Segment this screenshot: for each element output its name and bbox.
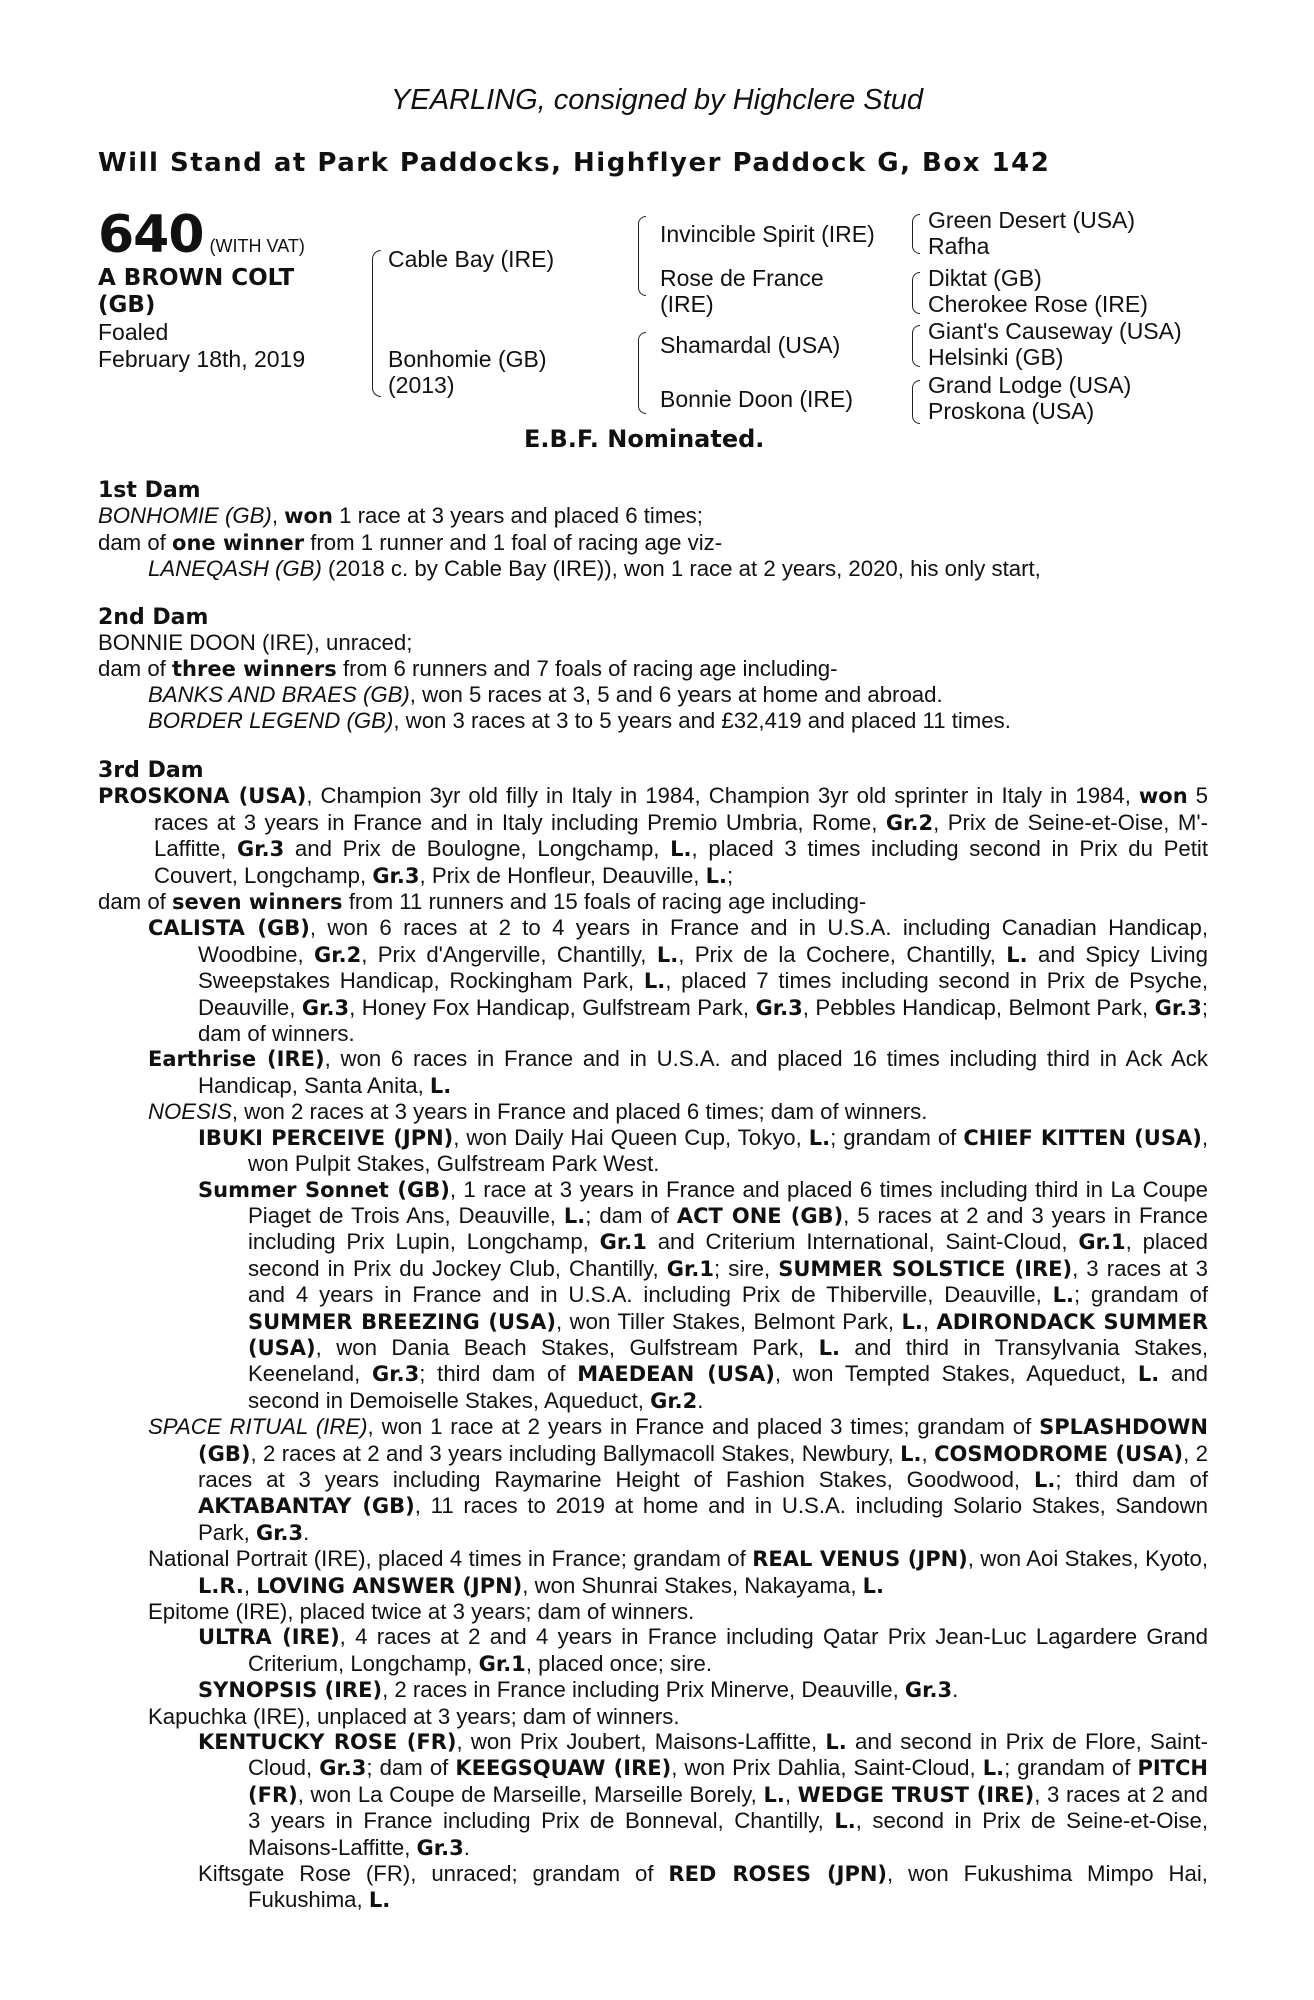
produce-entry: NOESIS, won 2 races at 3 years in France and placed 6 times; dam of winners. bbox=[148, 1099, 928, 1125]
grandchild-entry: KENTUCKY ROSE (FR), won Prix Joubert, Maisons-Laffitte, L. and second in Prix de Flore, Saint-Cloud, Gr.3; dam of KEEGSQUAW (IRE), won Prix Dahlia, Saint-Cloud, L.; grandam of PITCH (FR), won La Coupe de Marseille, Marseille Borely, L., WEDGE TRUST (IRE), 3 races at 2 and 3 years in France including Prix de Bonneval, Chantilly, L., second in Prix de Seine-et-Oise, Maisons-Laffitte, Gr.3. bbox=[198, 1729, 1208, 1860]
grandparent-6: Helsinki (GB) bbox=[928, 344, 1064, 370]
grandparent-7: Grand Lodge (USA) bbox=[928, 372, 1132, 398]
produce-entry: Epitome (IRE), placed twice at 3 years; dam of winners. bbox=[148, 1599, 695, 1624]
produce-entry: LANEQASH (GB) (2018 c. by Cable Bay (IRE)), won 1 race at 2 years, 2020, his only start, bbox=[148, 556, 1041, 582]
vat-note: (WITH VAT) bbox=[209, 236, 305, 256]
dam-produce-summary: dam of three winners from 6 runners and 7 foals of racing age including- bbox=[98, 655, 838, 681]
lot-description: A BROWN COLT (GB) bbox=[98, 265, 295, 318]
dam-dam: Bonnie Doon (IRE) bbox=[660, 386, 854, 412]
dam-year: (2013) bbox=[388, 372, 455, 398]
stand-location: Will Stand at Park Paddocks, Highflyer Paddock G, Box 142 bbox=[98, 148, 1051, 178]
produce-entry: BANKS AND BRAES (GB), won 5 races at 3, 5 and 6 years at home and abroad. bbox=[148, 682, 943, 708]
ebf-nominated: E.B.F. Nominated. bbox=[524, 425, 765, 453]
sire: Cable Bay (IRE) bbox=[388, 246, 555, 272]
sire-dam: Rose de France bbox=[660, 265, 824, 291]
dam-produce-summary: dam of seven winners from 11 runners and 15 foals of racing age including- bbox=[98, 889, 867, 915]
dam-summary: BONHOMIE (GB), won 1 race at 3 years and placed 6 times; bbox=[98, 503, 703, 529]
section-heading: 1st Dam bbox=[98, 478, 201, 503]
produce-entry: SPACE RITUAL (IRE), won 1 race at 2 years in France and placed 3 times; grandam of SPLASHDOWN (GB), 2 races at 2 and 3 years including Ballymacoll Stakes, Newbury, L., COSMODROME (USA), 2 races at 3 years including Raymarine Height of Fashion Stakes, Goodwood, L.; third dam of AKTABANTAY (GB), 11 races to 2019 at home and in U.S.A. including Solario Stakes, Sandown Park, Gr.3. bbox=[148, 1414, 1208, 1545]
grandchild-entry: Summer Sonnet (GB), 1 race at 3 years in France and placed 6 times including third in La Coupe Piaget de Trois Ans, Deauville, L.; dam of ACT ONE (GB), 5 races at 2 and 3 years in France including Prix Lupin, Longchamp, Gr.1 and Criterium International, Saint-Cloud, Gr.1, placed second in Prix du Jockey Club, Chantilly, Gr.1; sire, SUMMER SOLSTICE (IRE), 3 races at 3 and 4 years in France and in U.S.A. including Prix de Thiberville, Deauville, L.; grandam of SUMMER BREEZING (USA), won Tiller Stakes, Belmont Park, L., ADIRONDACK SUMMER (USA), won Dania Beach Stakes, Gulfstream Park, L. and third in Transylvania Stakes, Keeneland, Gr.3; third dam of MAEDEAN (USA), won Tempted Stakes, Aqueduct, L. and second in Demoiselle Stakes, Aqueduct, Gr.2. bbox=[198, 1176, 1209, 1413]
foaled-info: Foaled February 18th, 2019 bbox=[98, 319, 306, 372]
grandparent-3: Diktat (GB) bbox=[928, 265, 1042, 291]
second-dam-section bbox=[98, 605, 1208, 733]
produce-entry: National Portrait (IRE), placed 4 times in France; grandam of REAL VENUS (JPN), won Aoi Stakes, Kyoto, L.R., LOVING ANSWER (JPN), won Shunrai Stakes, Nakayama, L. bbox=[148, 1546, 1208, 1598]
dam-produce-summary: dam of one winner from 1 runner and 1 foal of racing age viz- bbox=[98, 529, 723, 555]
bracket-g1 bbox=[912, 214, 920, 254]
dam-summary: BONNIE DOON (IRE), unraced; bbox=[98, 630, 413, 656]
bracket-g3 bbox=[912, 325, 920, 367]
bracket-sire-parents bbox=[638, 216, 646, 296]
produce-entry: Earthrise (IRE), won 6 races in France and in U.S.A. and placed 16 times including third in Ack Ack Handicap, Santa Anita, L. bbox=[148, 1046, 1208, 1098]
dam: Bonhomie (GB) bbox=[388, 346, 547, 372]
third-dam-section bbox=[98, 758, 1208, 1914]
section-heading: 2nd Dam bbox=[98, 605, 209, 630]
grandchild-entry: ULTRA (IRE), 4 races at 2 and 4 years in France including Qatar Prix Jean-Luc Lagardere Grand Criterium, Longchamp, Gr.1, placed once; sire. bbox=[198, 1624, 1208, 1676]
first-dam-section bbox=[98, 478, 1208, 582]
produce-entry: CALISTA (GB), won 6 races at 2 to 4 years in France and in U.S.A. including Canadian Handicap, Woodbine, Gr.2, Prix d'Angerville, Chantilly, L., Prix de la Cochere, Chantilly, L. and Spicy Living Sweepstakes Handicap, Rockingham Park, L., placed 7 times including second in Prix de Psyche, Deauville, Gr.3, Honey Fox Handicap, Gulfstream Park, Gr.3, Pebbles Handicap, Belmont Park, Gr.3; dam of winners. bbox=[148, 915, 1209, 1047]
bracket-sire-dam bbox=[372, 250, 381, 397]
grandparent-5: Giant's Causeway (USA) bbox=[928, 318, 1182, 344]
grandparent-2: Rafha bbox=[928, 233, 990, 259]
produce-entry: Kapuchka (IRE), unplaced at 3 years; dam of winners. bbox=[148, 1703, 680, 1729]
lot-number-row bbox=[98, 205, 305, 265]
consignment-line: YEARLING, consigned by Highclere Stud bbox=[391, 84, 923, 116]
lot-number: 640 bbox=[98, 205, 204, 265]
bracket-g4 bbox=[912, 380, 920, 424]
sire-dam-country: (IRE) bbox=[660, 291, 714, 317]
grandparent-4: Cherokee Rose (IRE) bbox=[928, 291, 1148, 317]
bracket-dam-parents bbox=[638, 332, 646, 414]
grandchild-entry: IBUKI PERCEIVE (JPN), won Daily Hai Queen Cup, Tokyo, L.; grandam of CHIEF KITTEN (USA), won Pulpit Stakes, Gulfstream Park West. bbox=[198, 1124, 1208, 1177]
dam-sire: Shamardal (USA) bbox=[660, 332, 841, 358]
dam-summary: PROSKONA (USA), Champion 3yr old filly in Italy in 1984, Champion 3yr old sprinter in Italy in 1984, won 5 races at 3 years in France and in Italy including Premio Umbria, Rome, Gr.2, Prix de Seine-et-Oise, M'-Laffitte, Gr.3 and Prix de Boulogne, Longchamp, L., placed 3 times including second in Prix du Petit Couvert, Longchamp, Gr.3, Prix de Honfleur, Deauville, L.; bbox=[98, 783, 1209, 888]
grandparent-1: Green Desert (USA) bbox=[928, 207, 1136, 233]
bracket-g2 bbox=[912, 272, 920, 314]
produce-entry: BORDER LEGEND (GB), won 3 races at 3 to 5 years and £32,419 and placed 11 times. bbox=[148, 707, 1011, 733]
sire-sire: Invincible Spirit (IRE) bbox=[660, 221, 875, 247]
section-heading: 3rd Dam bbox=[98, 758, 204, 783]
grandparent-8: Proskona (USA) bbox=[928, 398, 1095, 424]
grandchild-entry: SYNOPSIS (IRE), 2 races in France including Prix Minerve, Deauville, Gr.3. bbox=[198, 1677, 959, 1703]
grandchild-entry: Kiftsgate Rose (FR), unraced; grandam of RED ROSES (JPN), won Fukushima Mimpo Hai, Fukushima, L. bbox=[198, 1861, 1208, 1913]
